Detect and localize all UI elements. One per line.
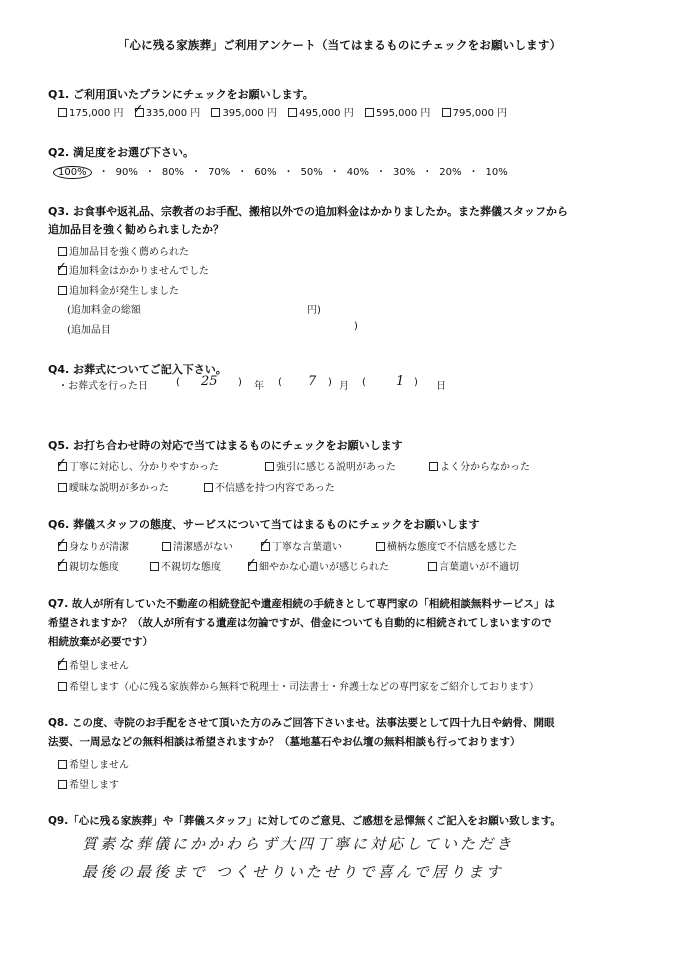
q8-label-line2: 法要、一周忌などの無料相談は希望されますか？（墓地墓石やお仏壇の無料相談も行っております） [48,736,521,748]
checkbox[interactable] [265,462,274,471]
q3-label-line2: 追加品目を強く勧められましたか？ [48,223,224,236]
q2-option-selected[interactable]: 100% [53,166,92,179]
checkbox[interactable] [150,562,159,571]
q3-option-checked[interactable]: ✓追加料金はかかりませんでした [58,262,209,277]
q5-option[interactable]: 曖昧な説明が多かった [58,479,169,494]
q3-items-close: ) [354,321,358,332]
q2-option[interactable]: 70% [208,167,231,178]
q8-option[interactable]: 希望します [58,776,119,791]
q5-option[interactable]: 強引に感じる説明があった [265,458,396,473]
q3-items-row [67,321,358,336]
q7-label-line2: 希望されますか？（故人が所有する遺産は勿論ですが、借金についても自動的に相続されてしまいますので [48,617,552,629]
q5-row1 [58,458,578,472]
checkbox[interactable] [58,760,67,769]
checkbox[interactable] [58,483,67,492]
survey-title: 「心に残る家族葬」ご利用アンケート（当てはまるものにチェックをお願いします） [117,38,562,52]
q4-date-row: ・お葬式を行った日 ( 25 ) 年 ( 7 ) 月 ( 1 ) 日 [58,374,446,392]
q3-total-row [67,301,321,316]
q6-option-checked[interactable]: ✓ 丁寧な言葉遣い [261,538,342,553]
q2-option[interactable]: 20% [439,167,462,178]
q6-option-checked[interactable]: ✓親切な態度 [58,558,119,573]
q5-option[interactable]: よく分からなかった [429,458,530,473]
q7-label-line3: 相続放棄が必要です） [48,636,153,648]
q1-label: Q1. ご利用頂いたプランにチェックをお願いします。 [48,88,314,101]
q4-month-value[interactable]: 7 [308,374,317,389]
q5-option-checked[interactable]: ✓丁寧に対応し、分かりやすかった [58,458,219,473]
q9-label: Q9.「心に残る家族葬」や「葬儀スタッフ」に対してのご意見、ご感想を忌憚無くご記入をお願い致します。 [48,815,561,827]
q2-option[interactable]: 30% [393,167,416,178]
q7-label-line1: Q7. 故人が所有していた不動産の相続登記や遺産相続の手続きとして専門家の「相続相談無料サービス」は [48,598,555,610]
checkbox[interactable] [211,108,220,117]
q3-option[interactable]: 追加料金が発生しました [58,282,179,297]
q8-option[interactable]: 希望しません [58,756,129,771]
q6-option[interactable]: 横柄な態度で不信感を感じた [376,538,517,553]
q6-option[interactable]: 不親切な態度 [150,558,221,573]
q2-option[interactable]: 80% [161,167,185,178]
q4-label: Q4. お葬式についてご記入下さい。 [48,363,227,376]
q2-option[interactable]: 90% [115,167,138,178]
q7-option-checked[interactable]: ✓希望しません [58,657,129,672]
checkbox[interactable] [429,462,438,471]
q3-items-label: (追加品目 [67,325,111,336]
checkbox-checked[interactable] [135,108,144,117]
q2-options: 100% ・ 90% ・ 80% ・ 70% ・ 60% ・ 50% ・ 40% ・ 30% ・ 20% ・ 10% [58,163,508,179]
q3-total-label: (追加料金の総額 [67,305,141,316]
checkbox-checked[interactable] [261,542,270,551]
q6-option[interactable]: 清潔感がない [162,538,233,553]
q5-option[interactable]: 不信感を持つ内容であった [204,479,335,494]
q7-option[interactable]: 希望します（心に残る家族葬から無料で税理士・司法書士・弁護士などの専門家をご紹介しております） [58,678,539,693]
q5-label: Q5. お打ち合わせ時の対応で当てはまるものにチェックをお願いします [48,439,403,452]
q1-option[interactable]: 175,000 円 [58,104,124,119]
q6-option[interactable]: 言葉遣いが不適切 [428,558,519,573]
checkbox[interactable] [204,483,213,492]
checkbox-checked[interactable] [58,266,67,275]
q3-label-line1: Q3. お食事や返礼品、宗教者のお手配、搬棺以外での追加料金はかかりましたか。また葬儀スタッフから [48,205,569,218]
q4-day-unit: 日 [436,381,446,392]
q2-label: Q2. 満足度をお選び下さい。 [48,146,195,159]
checkbox[interactable] [288,108,297,117]
q4-date-label: ・お葬式を行った日 [58,381,148,392]
q4-year-unit: 年 [254,381,264,392]
checkbox[interactable] [58,286,67,295]
q6-row1 [58,538,618,552]
q1-option[interactable]: 395,000 円 [211,104,277,119]
q4-day-value[interactable]: 1 [396,374,405,389]
q2-option[interactable]: 10% [485,167,508,178]
checkbox[interactable] [58,247,67,256]
q1-options [58,104,515,119]
q1-option[interactable]: 495,000 円 [288,104,354,119]
checkbox-checked[interactable] [58,562,67,571]
q1-option[interactable]: 795,000 円 [442,104,508,119]
q2-option[interactable]: 40% [346,167,369,178]
q6-label: Q6. 葬儀スタッフの態度、サービスについて当てはまるものにチェックをお願いします [48,518,480,531]
q2-option[interactable]: 50% [300,167,323,178]
checkbox-checked[interactable] [58,661,67,670]
checkbox[interactable] [428,562,437,571]
checkbox[interactable] [58,780,67,789]
checkbox-checked[interactable] [58,462,67,471]
q3-total-unit: 円) [307,305,321,316]
q6-row2 [58,558,618,572]
checkbox[interactable] [365,108,374,117]
q9-answer-line2[interactable]: 最後の最後まで つくせりいたせりで喜んで居ります [82,863,504,881]
checkbox[interactable] [162,542,171,551]
q3-option[interactable]: 追加品目を強く薦められた [58,243,189,258]
q6-option-checked[interactable]: ✓身なりが清潔 [58,538,129,553]
q9-answer-line1[interactable]: 質素な葬儀にかかわらず大四丁寧に対応していただき [82,835,515,853]
q5-row2 [58,479,578,493]
checkbox[interactable] [58,108,67,117]
q8-label-line1: Q8. この度、寺院のお手配をさせて頂いた方のみご回答下さいませ。法事法要として四十九日や納骨、開眼 [48,717,555,729]
checkbox-checked[interactable] [248,562,257,571]
q1-option-checked[interactable]: ✓ 335,000 円 [135,104,201,119]
checkbox[interactable] [376,542,385,551]
q1-option[interactable]: 595,000 円 [365,104,431,119]
q4-year-value[interactable]: 25 [201,374,218,389]
q4-month-unit: 月 [339,381,349,392]
q6-option-checked[interactable]: ✓ 細やかな心遣いが感じられた [248,558,389,573]
checkbox-checked[interactable] [58,542,67,551]
q2-option[interactable]: 60% [254,167,277,178]
checkbox[interactable] [58,682,67,691]
checkbox[interactable] [442,108,451,117]
